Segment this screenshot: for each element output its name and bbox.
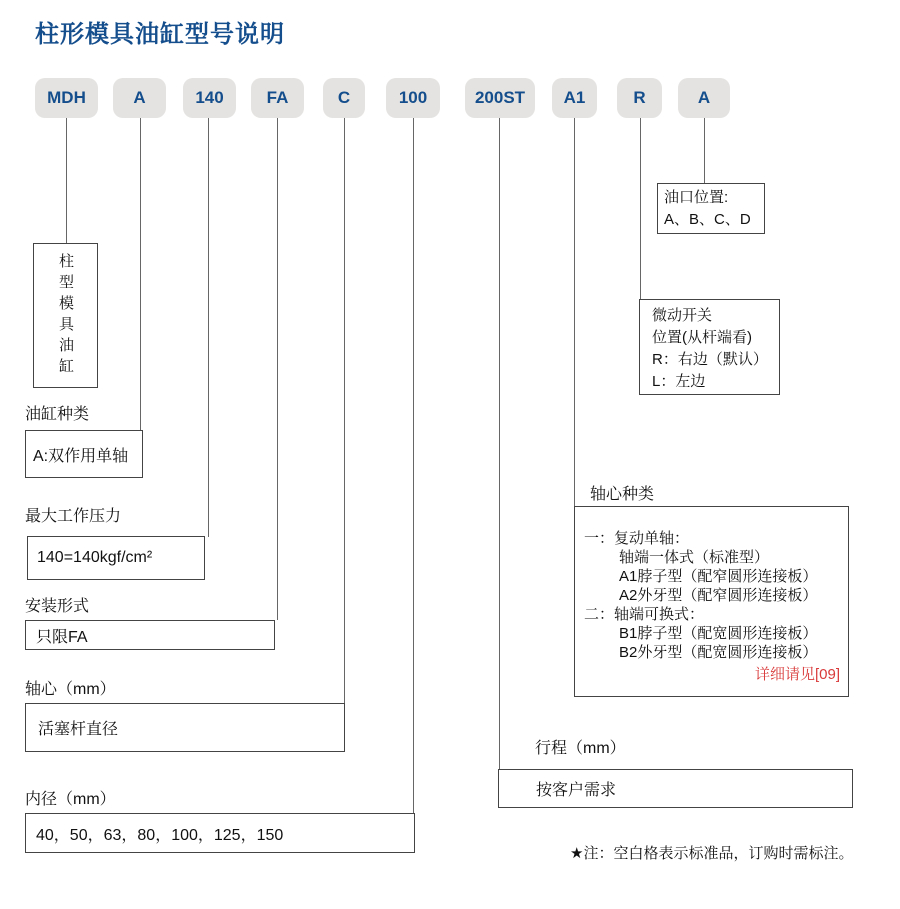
oil-port-line: A、B、C、D [664,211,751,228]
code-box-200st: 200ST [465,78,535,118]
rod-label: 轴心（mm） [25,681,116,698]
connector-line-a [140,118,141,430]
connector-line-a-port [704,118,705,183]
shaft-line: B1脖子型（配宽圆形连接板） [619,625,818,642]
bore-box: 40，50，63，80，100，125，150 [25,813,415,853]
connector-line-a1 [574,118,575,506]
shaft-detail-reference: 详细请见[09] [754,666,840,683]
page-title: 柱形模具油缸型号说明 [35,21,285,48]
code-box-mdh: MDH [35,78,98,118]
shaft-line: 轴端一体式（标准型） [619,549,770,566]
shaft-label: 轴心种类 [590,486,655,503]
micro-switch-line: 位置(从杆端看) [652,329,752,346]
micro-switch-line: 微动开关 [652,307,713,324]
footnote: ★注：空白格表示标准品，订购时需标注。 [570,845,854,862]
oil-port-box [657,183,765,234]
connector-line-100 [413,118,414,813]
connector-line-fa [277,118,278,620]
micro-switch-box [639,299,780,395]
micro-switch-line: L：左边 [652,373,706,390]
micro-switch-line: R：右边（默认） [652,351,768,368]
shaft-line: A1脖子型（配窄圆形连接板） [619,568,818,585]
connector-line-140 [208,118,209,537]
stroke-label: 行程（mm） [535,740,626,757]
mounting-box: 只限FA [25,620,275,650]
code-box-a-port: A [678,78,730,118]
connector-line-mdh [66,118,67,243]
code-box-100: 100 [386,78,440,118]
connector-line-c [344,118,345,703]
code-box-a: A [113,78,166,118]
stroke-box: 按客户需求 [498,769,853,808]
mounting-label: 安装形式 [25,598,90,615]
shaft-line: 二：轴端可换式： [584,606,705,623]
shaft-box [574,506,849,697]
cylinder-kind-box: A:双作用单轴 [25,430,143,478]
connector-line-200st [499,118,500,770]
bore-label: 内径（mm） [25,791,116,808]
shaft-line: B2外牙型（配宽圆形连接板） [619,644,818,661]
code-box-r: R [617,78,662,118]
connector-line-r [640,118,641,299]
shaft-line: A2外牙型（配窄圆形连接板） [619,587,818,604]
pressure-label: 最大工作压力 [25,508,122,525]
code-box-140: 140 [183,78,236,118]
cylinder-kind-label: 油缸种类 [25,406,90,423]
rod-box: 活塞杆直径 [25,703,345,752]
pressure-box: 140=140kgf/cm² [27,536,205,580]
code-box-a1: A1 [552,78,597,118]
cylinder-type-box [33,243,98,388]
code-box-c: C [323,78,365,118]
cylinder-type-text: 柱型模具油缸 [57,252,74,379]
code-box-fa: FA [251,78,304,118]
oil-port-line: 油口位置: [664,189,729,206]
shaft-line: 一：复动单轴： [584,530,690,547]
